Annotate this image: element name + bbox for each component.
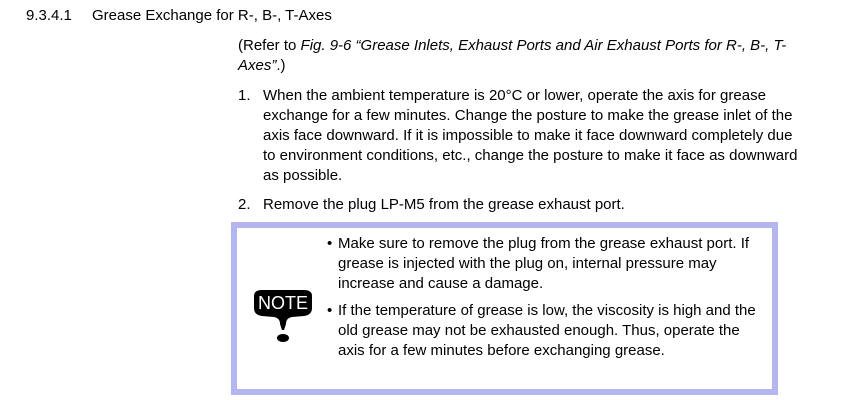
figure-reference xyxy=(238,36,808,76)
note-box xyxy=(231,222,778,395)
step-item xyxy=(238,195,798,215)
reference-suffix: .) xyxy=(276,57,286,74)
section-heading xyxy=(26,7,332,25)
note-item xyxy=(327,234,767,294)
step-item xyxy=(238,86,798,186)
step-number: 2. xyxy=(238,196,251,213)
reference-prefix: (Refer to xyxy=(238,37,301,54)
note-text: If the temperature of grease is low, the viscosity is high and the old grease may not be exhausted enough. Thus, operate the axis for a few minutes before exchanging grease. xyxy=(338,302,756,359)
procedure-steps xyxy=(238,86,798,224)
reference-figure: Fig. 9-6 “Grease Inlets, Exhaust Ports and Air Exhaust Ports for R-, B-, T-Axes” xyxy=(238,37,787,74)
note-list xyxy=(327,234,767,368)
step-text: Remove the plug LP-M5 from the grease exhaust port. xyxy=(263,196,625,213)
note-icon xyxy=(248,288,318,344)
note-label: NOTE xyxy=(257,293,309,313)
section-number: 9.3.4.1 xyxy=(26,7,72,24)
note-text: Make sure to remove the plug from the grease exhaust port. If grease is injected with the plug on, internal pressure may increase and cause a damage. xyxy=(338,235,750,292)
section-title: Grease Exchange for R-, B-, T-Axes xyxy=(92,7,332,24)
step-text: When the ambient temperature is 20°C or lower, operate the axis for grease exchange for a few minutes. Change the posture to make the grease inlet of the axis face downward. If it is impossible to make it face downward completely due to environment conditions, etc., change the posture to make it face as downward as possible. xyxy=(263,87,798,184)
bullet-icon: • xyxy=(327,302,333,319)
bullet-icon: • xyxy=(327,235,333,252)
note-item xyxy=(327,301,767,361)
step-number: 1. xyxy=(238,87,251,104)
